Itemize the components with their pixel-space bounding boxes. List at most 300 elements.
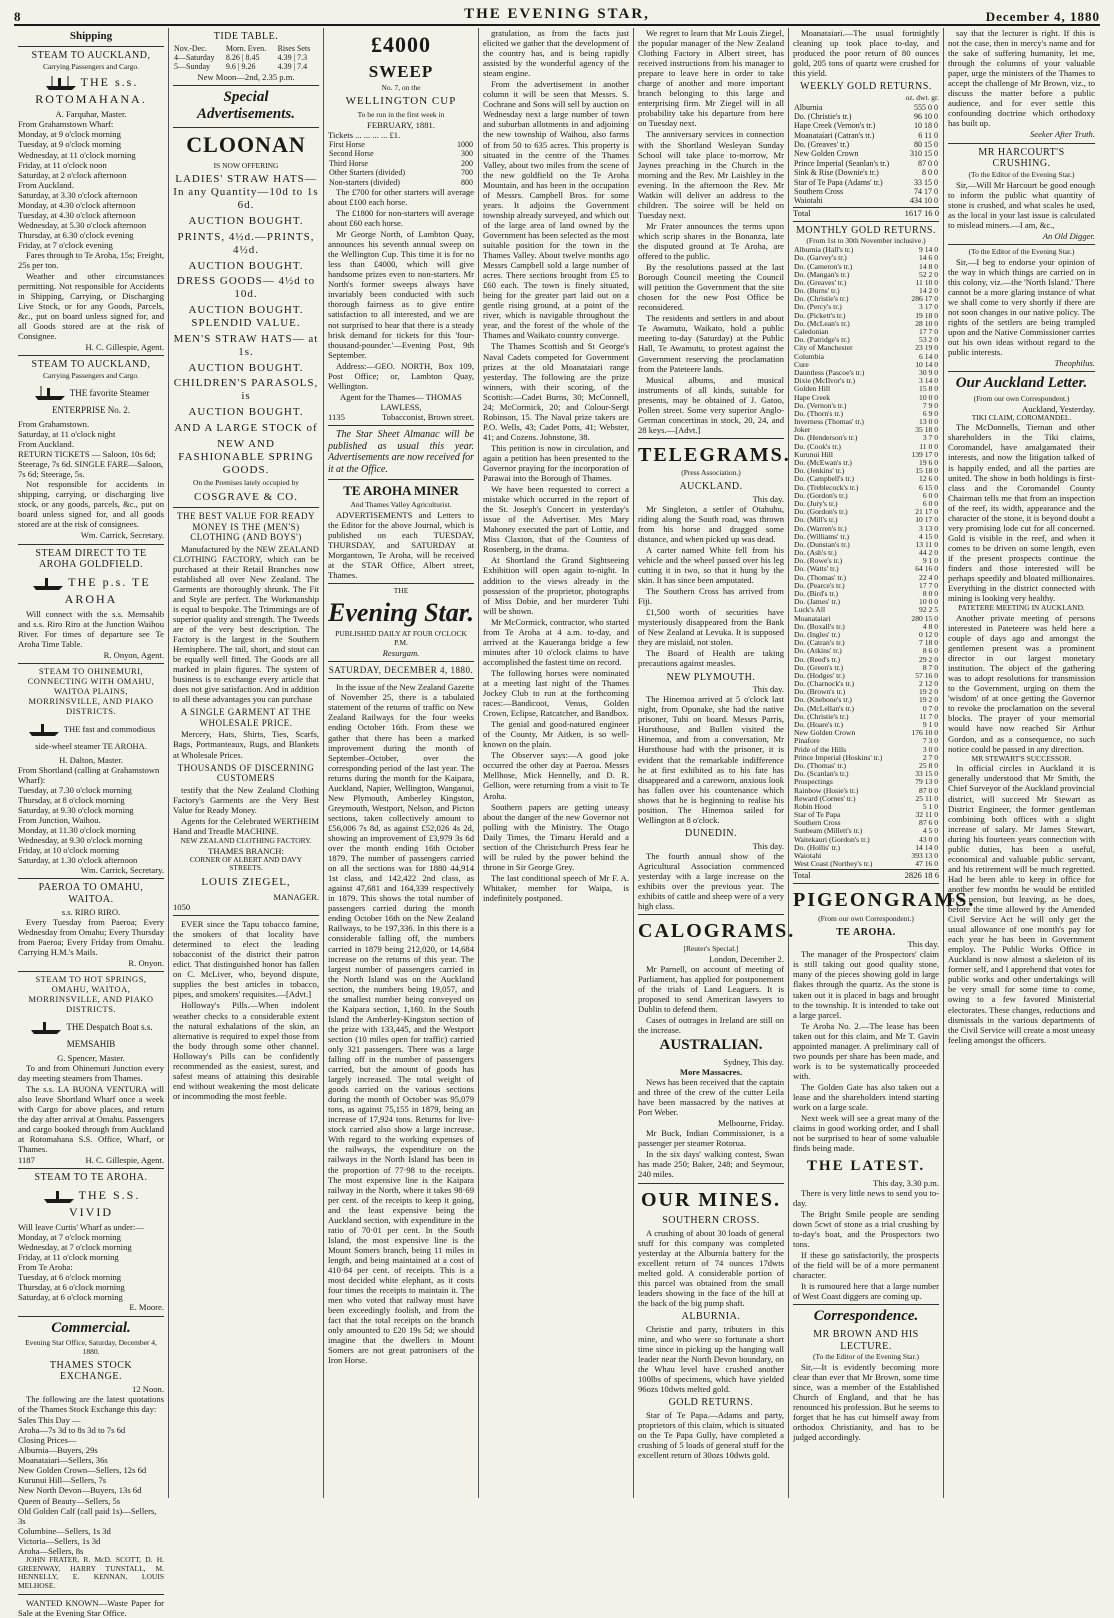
steam4-title: STEAM TO OHINEMURI, CONNECTING WITH OMAHU, WAITOA PLAINS, MORRINSVILLE, AND PIAKO DISTRICTS. — [27, 666, 155, 716]
mine-name: Hape Creek (Vernon's tr.) — [794, 121, 876, 131]
list-item: From Grahamstown. — [18, 418, 90, 429]
clothing-agents: Agents for the Celebrated WERTHEIM Hand and Treadle MACHINE. — [173, 815, 319, 836]
telegrams-heading: TELEGRAMS. — [638, 443, 791, 466]
mine-name: Moanataiari — [794, 613, 831, 623]
list-item: MEN'S STRAW HATS— at 1s. — [173, 332, 319, 358]
table-row — [328, 140, 474, 149]
list-item: Mr McCormick, contractor, who started from Te Aroha at 4 a.m. to-day, and arrived at the Kaueranga bridge a few minutes after 10 o'clock claims to have accomplished the fastest time on record. — [483, 616, 629, 667]
melbourne-dateline: Melbourne, Friday. — [717, 1118, 784, 1129]
steam-auckland-title: STEAM TO AUCKLAND, — [31, 49, 151, 61]
mine-name: Southern Cross — [794, 186, 844, 196]
mine-name: Do. (Mangan's tr.) — [794, 269, 850, 279]
notice: Weather and other circumstances permitting. Not responsible for Accidents in Shipping, Carrying, or Discharging Live Stock, or for any Goods, Parcels, &c., put on board unless signed for, and all Goods stored are at the risk of Consignee. — [18, 271, 164, 342]
prize-label: Second Horse — [329, 149, 374, 159]
monthly-returns-title: MONTHLY GOLD RETURNS. — [796, 224, 936, 236]
shipping-heading: Shipping — [69, 30, 113, 42]
manager-name: LOUIS ZIEGEL, — [201, 876, 291, 889]
mine-name: Do. (Thorn's tr.) — [794, 408, 844, 418]
gold-yield: 19 2 0 — [919, 695, 938, 705]
mine-name: West Coast (Northey's tr.) — [794, 859, 873, 869]
gold-yield: 17 7 0 — [919, 580, 938, 590]
pigeongrams-heading: PIGEONGRAMS. — [793, 889, 976, 912]
branch-corner: CORNER OF ALBERT AND DAVY STREETS. — [189, 854, 303, 873]
mine-name: Golden Hill — [794, 384, 831, 394]
mine-name: Do. (Ingles' tr.) — [794, 629, 841, 639]
monthly-total — [793, 869, 939, 880]
gold-yield: 0 7 0 — [922, 703, 938, 713]
special-ads-heading: Special Advertisements. — [197, 88, 295, 123]
letter-text: Sir,—Will Mr Harcourt be good enough to inform the public what quantity of stone is crushed, and what scales he used, as the local in your last issue is calculated to mislead miners.—I am, &c., — [948, 179, 1095, 230]
press-association: (Press Association.) — [681, 468, 741, 478]
aus-news: Mr Buck, Indian Commissioner, is a passenger per steamer Rotorua. — [638, 1128, 784, 1149]
pateteere-heading: PATETERE MEETING IN AUCKLAND. — [958, 603, 1085, 613]
list-item: RETURN TICKETS — Saloon, 10s 6d; Steerage, 7s 6d. SINGLE FARE—Saloon, 7s 6d; Steerage, 5s. — [18, 449, 164, 480]
gold-yield: 10 14 0 — [915, 359, 938, 369]
news-para: The anniversary services in connection with the Shortland Wesleyan Sunday School will take place to-morrow, Mr Jaynes preaching in the Church in the morning and the Rev. Mr Laishley in the evening. In the afternoon the Rev. Mr Watkin will deliver an address to the children. The soiree will be held on Tuesday next. — [638, 129, 784, 220]
mine-name: Do. (James' tr.) — [794, 597, 841, 607]
list-item: The following horses were nominated at a meeting last night of the Thames Jockey Club to run at the forthcoming races:—Bandicoot, Venus, Golden Crown, Eclipse, Ratcatcher, and Bandbox. — [483, 667, 629, 719]
cloonan-ads — [173, 173, 319, 476]
mine-name: Sink & Rise (Downie's tr.) — [794, 168, 879, 178]
ship-enterprise — [18, 384, 164, 416]
list-item: Friday, at 11 o'clock morning — [18, 1252, 119, 1263]
mine-name: Do. (McLean's tr.) — [794, 318, 850, 328]
table-row — [793, 140, 939, 149]
weekly-returns-title: WEEKLY GOLD RETURNS. — [800, 81, 932, 93]
gold-yield: 29 2 0 — [919, 654, 938, 664]
tide-head-cell: Nov.-Dec. — [174, 43, 207, 53]
mine-name: Do. (Rowe's tr.) — [794, 556, 843, 566]
gold-yield: 19 6 0 — [919, 458, 938, 468]
list-item: Thursday, at 6.30 o'clock evening — [18, 229, 134, 240]
list-item: Aroha—Sellers, 8s — [18, 1545, 84, 1556]
to-editor: (To the Editor of the Evening Star.) — [968, 169, 1075, 179]
list-item: Wednesday, at 11 o'clock morning — [18, 149, 136, 160]
gold-yield: 2 7 0 — [922, 752, 938, 762]
column-shipping — [14, 28, 169, 1618]
steamship-icon — [27, 720, 61, 738]
list-item: The Observer says:—A good joke occurred the other day at Paeroa. Messrs Mellhose, Mick Hennelly, and D. R. Gellion, were returning from a visit to Te Aroha. — [483, 750, 629, 801]
list-item: Victoria—Sellers, 1s 3d — [18, 1535, 101, 1546]
page-number: 8 — [14, 8, 22, 24]
mine-name: Rainbow (Hosie's tr.) — [794, 785, 859, 795]
mine-name: Do. (Bird's tr.) — [794, 589, 838, 599]
mine-report: Christie and party, tributers in this mine, and who were so fortunate a short time since in picking up the hanging wall leader near the North Devon boundary, on the Whau level have crushed another 100lbs of specimens, which have yielded 96ozs 10dwts melted gold. — [638, 1323, 784, 1394]
total-label: Total — [793, 207, 811, 218]
list-item: Old Golden Calf (call paid 1s)—Sellers, 3s — [18, 1505, 157, 1526]
gold-yield: 7 3 0 — [922, 736, 938, 746]
own-correspondent: (From our own Correspondent.) — [973, 393, 1070, 403]
letter-continued: say that the lecturer is right. If this is not the case, then in mercy's name and for the sake of suffering humanity, let me, through the columns of your valuable paper, urge the ministers of the Thames to accept the challenge of Mr Brown, viz., to discuss the matter before a public audience, and for ever settle this confounding doctrine which orthodoxy has built up. — [948, 28, 1095, 129]
prize-label: Non-starters (divided) — [329, 177, 400, 187]
table-row — [793, 149, 939, 158]
list-item: AUCTION BOUGHT. — [188, 214, 304, 227]
london-dateline: London, December 2. — [709, 954, 784, 965]
mine-name: Do. (Williams' tr.) — [794, 531, 850, 541]
gold-yield: 74 17 0 — [914, 186, 938, 196]
gold-yield: 11 10 0 — [915, 277, 938, 287]
cloonan-offering: IS NOW OFFERING — [213, 160, 279, 170]
gold-yield: 4 8 0 — [922, 621, 938, 631]
table-row — [328, 149, 474, 158]
calogram: Cases of outrages in Ireland are still on the increase. — [638, 1015, 784, 1036]
list-item: Tuesday, at 6 o'clock morning — [18, 1272, 122, 1283]
mine-name: Do. (Reed's tr.) — [794, 654, 841, 664]
agent: H. C. Gillespie, Agent. — [85, 342, 164, 353]
to-editor: (To the Editor of the Evening Star.) — [813, 1352, 919, 1362]
gold-yield: 6 9 0 — [922, 408, 938, 418]
weekly-returns-table — [793, 103, 939, 206]
list-item: Monday, at 4.30 o'clock afternoon — [18, 199, 136, 210]
gold-yield: 23 19 0 — [915, 343, 938, 353]
tide-table-title: TIDE TABLE. — [213, 31, 279, 42]
gold-yield: 80 15 0 — [914, 140, 938, 150]
mine-name: Dauntless (Pascoe's tr.) — [794, 367, 865, 377]
notice: Every Tuesday from Paeroa; Every Wednesday from Omahu; Every Thursday from Paeroa; Every Friday from Omahu. Carrying H.M.'s Mails. — [18, 916, 164, 957]
news-para: The residents and settlers in and about Te Awamutu, Waikato, hold a public meeting to-day (Saturday) at the Public Hall, Te Awamutu, to protest against the Government reserving the proclamation from the Pateteere lands. — [638, 313, 784, 374]
gold-yield: 3 14 0 — [919, 376, 938, 386]
mine-name: Do. (Garvey's tr.) — [794, 253, 847, 263]
this-day: This day. — [752, 493, 784, 504]
gold-yield: 15 8 0 — [919, 384, 938, 394]
mine-name: Pinafore — [794, 736, 820, 746]
mine-name: Do. (Vernon's tr.) — [794, 400, 847, 410]
mine-name: Do. (Green's tr.) — [794, 662, 844, 672]
ship-tearoha — [18, 574, 164, 606]
list-item: This petition is now in circulation, and again a petition has been presented to the Governor praying for the incorporation of Parawai into the Borough of Thames. — [483, 442, 629, 484]
exchange-intro: The following are the latest quotations of the Thames Stock Exchange this day: — [18, 1394, 164, 1415]
list-item: Monday, at 9 o'clock morning — [18, 129, 121, 140]
mine-name: Joker — [794, 425, 811, 435]
sweep-amount: £4000 — [371, 32, 431, 57]
list-item: Tuesday, at 9 o'clock morning — [18, 139, 122, 150]
this-day: This day. — [752, 840, 784, 851]
cloonan-premises: On the Premises lately occupied by — [192, 478, 299, 488]
notice: The s.s. LA BUONA VENTURA will also leave Shortland Wharf once a week with Cargo for above places, and return the day after arrival at Omahu. Passengers and cargo booked through from Auckland at Rotomahana S.S. Office, Wharf, or Thames. — [18, 1084, 164, 1155]
gold-yield: 96 10 0 — [914, 112, 938, 122]
weekly-unit: oz. dwt. gr. — [905, 92, 939, 102]
sydney-dateline: Sydney, This day. — [723, 1056, 784, 1067]
gold-yield: 15 18 0 — [915, 466, 938, 476]
table-row — [793, 178, 939, 187]
gold-yield: 8 0 0 — [922, 168, 938, 178]
fares: Fares through to Te Aroha, 15s; Freight, 25s per ton. — [18, 250, 164, 271]
miner-text: ADVERTISEMENTS and Letters to the Editor for the above Journal, which is published on each TUESDAY, THURSDAY, and SATURDAY at Morgantown, Te Aroha, will be received at the STAR Office, Albert street, Thames. — [328, 509, 474, 580]
gold-returns-heading: GOLD RETURNS. — [668, 1396, 754, 1408]
steam-auckland-sub: Carrying Passengers and Cargo. — [42, 61, 140, 71]
dunedin-heading: DUNEDIN. — [684, 827, 738, 839]
mine-name: Alburnia (Hall's tr.) — [794, 245, 854, 255]
clothing-thousands: THOUSANDS OF DISCERNING CUSTOMERS — [177, 762, 315, 784]
sweep-run: To be run in the first week in — [357, 110, 445, 120]
column-gold-returns — [789, 28, 976, 1498]
exchange-time: 12 Noon. — [132, 1383, 164, 1394]
telegram: The Board of Health are taking precautions against measles. — [638, 648, 784, 669]
sweep-para: The £700 for other starters will average about £100 each horse. — [328, 186, 474, 207]
list-item: Friday, at 7 o'clock evening — [18, 239, 113, 250]
mine-name: Do. (Watts' tr.) — [794, 564, 839, 574]
letter-signature: Theophilus. — [1054, 358, 1095, 369]
mine-name: Luck's All — [794, 605, 826, 615]
gold-yield: 10 0 0 — [919, 392, 938, 402]
list-item: From Auckland. — [18, 439, 74, 450]
gold-yield: 32 11 0 — [915, 810, 938, 820]
table-row — [793, 187, 939, 196]
prize-value: 200 — [461, 158, 473, 168]
gold-yield: 47 16 0 — [915, 859, 938, 869]
mine-name: Moanataiari (Catran's tr.) — [794, 130, 875, 140]
gold-yield: 8 0 0 — [922, 589, 938, 599]
tide-head-cell: Rises Sets — [277, 43, 311, 53]
gold-yield: 43 0 0 — [919, 834, 938, 844]
mine-name: Waitekauri (Gordon's tr.) — [794, 834, 870, 844]
mine-name: Do. (Thomas' tr.) — [794, 760, 846, 770]
mine-name: Do. (Thomas' tr.) — [794, 572, 846, 582]
moanataiari-report: Moanataiari.—The usual fortnightly cleaning up took place to-day, and produced the poor return of 80 ounces gold, 205 tons of quartz were crushed for this yield. — [793, 28, 939, 79]
mine-name: Do. (Christie's tr.) — [794, 112, 852, 122]
table-row — [793, 196, 939, 205]
mine-name: New Golden Crown — [794, 149, 859, 159]
mine-name: Do. (Hollis' tr.) — [794, 842, 841, 852]
pigeongram: Te Aroha No. 2.—The lease has been taken out for this claim, and Mr T. Gavin appointed manager. A preliminary call of two pounds per share has been made, and work is to be systematically proceeded with. — [793, 1020, 939, 1081]
gold-yield: 6 15 0 — [919, 482, 938, 492]
mine-name: Southern Cross — [794, 818, 841, 828]
agent: R. Onyon. — [128, 958, 164, 969]
mine-name: Do. (Henderson's tr.) — [794, 433, 858, 443]
gold-yield: 19 18 0 — [915, 310, 938, 320]
list-item: CHILDREN'S PARASOLS, is — [173, 377, 319, 403]
this-day: This day. — [907, 939, 939, 950]
thames-branch: THAMES BRANCH: — [208, 845, 284, 856]
list-item: AUCTION BOUGHT. SPLENDID VALUE. — [188, 304, 304, 329]
steam2-sub: Carrying Passengers and Cargo. — [42, 371, 140, 381]
gold-yield: 139 17 0 — [911, 449, 938, 459]
steamship-icon — [42, 1187, 76, 1205]
mine-name: Do. (Hodges' tr.) — [794, 670, 845, 680]
table-row — [173, 53, 319, 62]
tearoha2-schedule — [18, 765, 164, 865]
list-item: Closing Prices— — [18, 1435, 77, 1446]
vivid-schedule — [18, 1222, 164, 1302]
list-item: AUCTION BOUGHT. — [188, 361, 304, 374]
news-para: We regret to learn that Mr Louis Ziegel, the popular manager of the New Zealand Clothing Factory in Albert street, has received instructions from his manager to prepare to leave here in order to take charge of another and more important branch belonging to this large and enterprising firm. Mr Ziegel will in all probability take his departure from here on Tuesday next. — [638, 28, 784, 129]
table-row — [793, 112, 939, 121]
exchange-title: THAMES STOCK EXCHANGE. — [49, 1359, 133, 1383]
clothing-testify: testify that the New Zealand Clothing Factory's Garments are the Very Best Value for Ready Money. — [173, 784, 319, 815]
list-item: From Grahamstown Wharf: — [18, 119, 114, 130]
gold-yield: 57 16 0 — [915, 670, 938, 680]
list-item: Will leave Curtis' Wharf as under:— — [18, 1222, 144, 1233]
gold-yield: 52 2 0 — [919, 269, 938, 279]
correspondence-heading: Correspondence. — [813, 1308, 919, 1325]
mine-name: Cure — [794, 359, 809, 369]
table-row — [328, 168, 474, 177]
te-aroha-heading: TE AROHA. — [836, 926, 896, 938]
gold-yield: 10 17 0 — [915, 515, 938, 525]
list-item: Thursday, at 8 o'clock morning — [18, 795, 125, 806]
mine-name: Do. (Gordon's tr.) — [794, 507, 848, 517]
list-item: Sales This Day — — [18, 1415, 81, 1426]
sweep-agent: Agent for the Thames— THOMAS LAWLESS, — [340, 391, 462, 412]
paper-title: THE EVENING STAR, — [464, 6, 650, 23]
tide-head-cell: Morn. Even. — [225, 43, 267, 53]
telegram: £1,500 worth of securities have mysteriously disappeared from the Bank of New Zealand at Levuka. It is supposed they are mislaid, not stolen. — [638, 607, 784, 648]
list-item: Saturday, at 11 o'clock night — [18, 429, 116, 439]
mine-name: Caledonian — [794, 327, 829, 337]
prize-value: 700 — [461, 168, 473, 178]
sweep-para: The £1800 for non-starters will average about £60 each horse. — [328, 207, 474, 229]
gold-yield: 434 10 0 — [910, 196, 938, 206]
list-item: New North Devon—Buyers, 13s 6d — [18, 1485, 142, 1496]
star-the: THE — [393, 586, 409, 596]
gold-yield: 9 1 0 — [922, 720, 938, 730]
ad-number: 1187 — [18, 1155, 35, 1166]
list-item: From Shortland (calling at Grahamstown Wharf): — [18, 764, 160, 785]
sweep-cup: WELLINGTON CUP — [345, 95, 457, 108]
list-item: The last conditional speech of Mr F. A. Whitaker, member for Waipa, is indefinitely postponed. — [483, 872, 629, 903]
tide-cell: 4.39 | 7.3 — [277, 53, 308, 63]
letter-text: In official circles in Auckland it is generally understood that Mr Smith, the Chief Surveyor of the Auckland provincial district, will succeed Mr Stewart as District Engineer, the former gentleman combining both offices with a slight increase of salary. Mr James Stewart, during his fourteen years connection with public duties, has been a useful, economical and valuable public servant, and his retirement will be much regretted. Had he been able to keep in office for another few months he would be entitled to a pension, but leaving, as he does, before the time allowed by the Amended Civil Service Act he will only get the usual allowance of one month's pay for each year he has been in Government employ. The Public Works Office in Auckland is now almost a skeleton of its former self, and I apprehend that votes for public works and other undertakings will be very small for some time to come, owing to a few favored Ministerial electorates. These changes, reductions and dismissals in the various departments of the Civil Service will create a most uneasy feeling amongst the officers. — [948, 763, 1095, 1045]
mine-name: Do. (Boxall's tr.) — [794, 621, 845, 631]
list-item: Moanataiari—Sellers, 36s — [18, 1455, 108, 1466]
gold-yield: 44 2 0 — [919, 548, 938, 558]
list-item: At Shortland the Grand Sightseeing Exhibition will open again to-night. In addition to the views already in the possession of the proprietor, photographs of Miss Dobie, and her murderer Tuhi will be shown. — [483, 555, 629, 616]
tide-cell: 4—Saturday — [174, 53, 215, 63]
auckland-heading: AUCKLAND. — [679, 481, 743, 493]
mine-name: Inverness (Thomas' tr.) — [794, 417, 864, 427]
gold-yield: 310 15 0 — [910, 149, 938, 159]
gold-yield: 14 8 0 — [919, 261, 938, 271]
cloonan-firm: COSGRAVE & CO. — [194, 491, 298, 504]
list-item: PRINTS, 4½d.—PRINTS, 4½d. — [177, 230, 315, 256]
calograms-heading: CALOGRAMS. — [638, 919, 796, 942]
telegram: A carter named White fell from his vehicle and the wheel passed over his leg cutting it in two, so that it hung by the skin. It has since been amputated. — [638, 544, 784, 586]
gold-yield: 92 2 5 — [919, 605, 938, 615]
gold-yield: 6 11 0 — [918, 130, 938, 140]
list-item: Saturday, at 6 o'clock morning — [18, 1292, 123, 1303]
steam2-title: STEAM TO AUCKLAND, — [31, 359, 151, 371]
gold-yield: 4 15 0 — [919, 531, 938, 541]
list-item: LADIES' STRAW HATS—In any Quantity—10d to 1s 6d. — [173, 173, 319, 212]
list-item: Wednesday, at 5.30 o'clock afternoon — [18, 219, 147, 230]
column-telegrams — [634, 28, 796, 1498]
alburnia-heading: ALBURNIA. — [681, 1310, 741, 1322]
rotomahana-schedule — [18, 119, 164, 250]
southern-cross-heading: SOUTHERN CROSS. — [662, 1214, 760, 1226]
mine-name: Do. (Pearce's tr.) — [794, 580, 845, 590]
prize-label: Third Horse — [329, 158, 368, 168]
gold-yield: 33 15 0 — [915, 769, 938, 779]
list-item: Aroha—7s 3d to 8s 3d to 7s 6d — [18, 1425, 126, 1436]
mine-name: Do. (Cook's tr.) — [794, 441, 841, 451]
monthly-range: (From 1st to 30th November inclusive.) — [806, 236, 926, 246]
mine-name: Do. (Charnock's tr.) — [794, 679, 854, 689]
ship-master: A. Farquhar, Master. — [55, 109, 127, 120]
wanted-notice: WANTED KNOWN—Waste Paper for Sale at the Evening Star Office. — [18, 1597, 164, 1618]
gold-yield: 19 2 0 — [919, 687, 938, 697]
latest-news: It is rumoured here that a large number of West Coast diggers are coming up. — [793, 1281, 939, 1302]
steamship-icon — [31, 574, 65, 592]
page-date: December 4, 1880 — [985, 8, 1100, 24]
gold-yield: 25 11 0 — [915, 793, 938, 803]
list-item: AND A LARGE STOCK of — [174, 422, 318, 435]
mine-report: Star of Te Papa.—Adams and party, proprietors of this claim, which is situated on the Te Papa Gully, have completed a crushing of 5 loads of general stuff for the excellent return of 30ozs 10dwts gold. — [638, 1409, 784, 1460]
almanac-notice: The Star Sheet Almanac will be published as usual this year. Advertisements are now received for it at the Office. — [328, 428, 474, 476]
table-row — [793, 159, 939, 168]
weekly-total — [793, 207, 939, 218]
table-row — [328, 159, 474, 168]
list-item: AUCTION BOUGHT. — [188, 406, 304, 419]
mine-name: Do. (Scanlan's tr.) — [794, 769, 849, 779]
star-motto: Resurgam. — [382, 647, 420, 658]
gold-yield: 53 2 0 — [919, 335, 938, 345]
news-para: Mr Frater announces the terms upon which scrip shares in the Bonanza, late the disputed ground at Te Aroha, are offered to the public. — [638, 220, 784, 262]
gold-yield: 11 0 0 — [919, 441, 938, 451]
gold-yield: 13 11 0 — [915, 539, 938, 549]
gold-yield: 7 9 0 — [922, 400, 938, 410]
agent: R. Onyon, Agent. — [103, 650, 164, 661]
mine-name: Do. (Cameron's tr.) — [794, 261, 853, 271]
mine-name: Star of Te Papa — [794, 810, 841, 820]
mine-name: Waiotahi — [794, 851, 822, 861]
notice: Not responsible for accidents in shipping, carrying, or discharging live stock, or any goods, parcels, &c., put on board unless signed for, and all goods stored are at the risk of consignees. — [18, 479, 164, 530]
table-row — [793, 103, 939, 112]
mine-name: Do. (Warren's tr.) — [794, 523, 847, 533]
gold-yield: 87 6 0 — [919, 818, 938, 828]
steamship-icon — [44, 74, 78, 92]
mine-name: Do. (Christie's tr.) — [794, 294, 849, 304]
aus-news: News has been received that the captain and three of the crew of the cutter Leila have been massacred by the natives at Port Weber. — [638, 1077, 784, 1118]
mine-name: Do. (Knebone's tr.) — [794, 695, 852, 705]
list-item: Southern papers are getting uneasy about the danger of the new Governor not polling with the Ministry. The Otago Daily Times, the Timaru Herald and a section of the Christchurch Press fear he will be ruled by the power behind the throne in Sir George Grey. — [483, 801, 629, 872]
gold-yield: 2 12 0 — [919, 679, 938, 689]
gold-yield: 22 4 0 — [919, 572, 938, 582]
gold-yield: 14 6 0 — [919, 253, 938, 263]
list-item: Saturday, at 1.30 o'clock afternoon — [18, 855, 138, 866]
ship-name: s.s. RIRO RIRO. — [61, 906, 121, 917]
letter-text: The McDonnells, Tiernan and other shareholders in the Tiki claims, Coromandel, have amalgamated their interests, and now the litigation talked of is happily ended, and all the parties are united. The show in both holdings is first-class and the Coromandel County Chairman tells me that from an inspection of the reef, its width, appearance and the character of the stone, it is beyond doubt a very promising lode cut for all concerned. Gold is visible in the reef, and when it comes to be driven on some length, even if the present prospects continue the finders and those interested will be perhaps speedily and bloated millionaires. Everything in the district connected with mining is looking very healthy. — [948, 422, 1095, 604]
list-item: The Thames Scottish and St George's Naval Cadets competed for Government prizes at the old Moanataiari range yesterday. The following are the prize winners, with their scoring, of the Scottish:—Cadet Burns, 30; McConnell, 24; McCormick, 20; and Colour-Sergt Robinson, 15. The Naval prize takers are P.O. Wells, 43; Cadet Potts, 41; Webster, 41; and Cozens. Johnstone, 38. — [483, 341, 629, 442]
mine-name: Do. (Catran's tr.) — [794, 638, 845, 648]
gold-yield: 11 7 0 — [919, 711, 938, 721]
gold-yield: 8 6 0 — [922, 646, 938, 656]
clothing-title: THE BEST VALUE FOR READY MONEY IS THE (MEN'S) CLOTHING (AND BOYS') — [176, 511, 315, 543]
enterprise-schedule — [18, 419, 164, 479]
mine-name: Kurunui Hill — [794, 449, 834, 459]
ship-name: THE s.s. ROTOMAHANA. — [35, 75, 147, 107]
mine-name: Do. (Jenkins' tr.) — [794, 466, 845, 476]
gold-yield: 280 15 0 — [911, 613, 938, 623]
ship-vivid — [18, 1187, 164, 1219]
mine-name: Alburnia — [794, 102, 823, 112]
australian-heading: AUSTRALIAN. — [659, 1037, 763, 1054]
mine-name: Waiotahi — [794, 196, 823, 206]
mine-name: Do. (Ash's tr.) — [794, 548, 837, 558]
calogram: Mr Parnell, on account of meeting of Parliament, has applied for postponement of the trials of Land Leaguers. It is proposed to send American lawyers to Dublin to defend them. — [638, 964, 784, 1015]
list-item: Tuesday, at 7.30 o'clock morning — [18, 785, 132, 796]
mine-name: Columbia — [794, 351, 824, 361]
ship-rotomahana — [18, 74, 164, 106]
table-row — [793, 168, 939, 177]
exchange-prices — [18, 1415, 164, 1556]
table-row — [793, 860, 939, 868]
steam3-title: STEAM DIRECT TO TE AROHA GOLDFIELD. — [35, 547, 147, 571]
gold-yield: 176 10 0 — [911, 728, 938, 738]
editorial-date: SATURDAY, DECEMBER 4, 1880. — [328, 664, 474, 675]
gold-yield: 21 17 0 — [915, 507, 938, 517]
mine-name: Hape Creek — [794, 392, 831, 402]
pigeongram: The Golden Gate has also taken out a lease and the shareholders intend starting work on a large scale. — [793, 1081, 939, 1113]
